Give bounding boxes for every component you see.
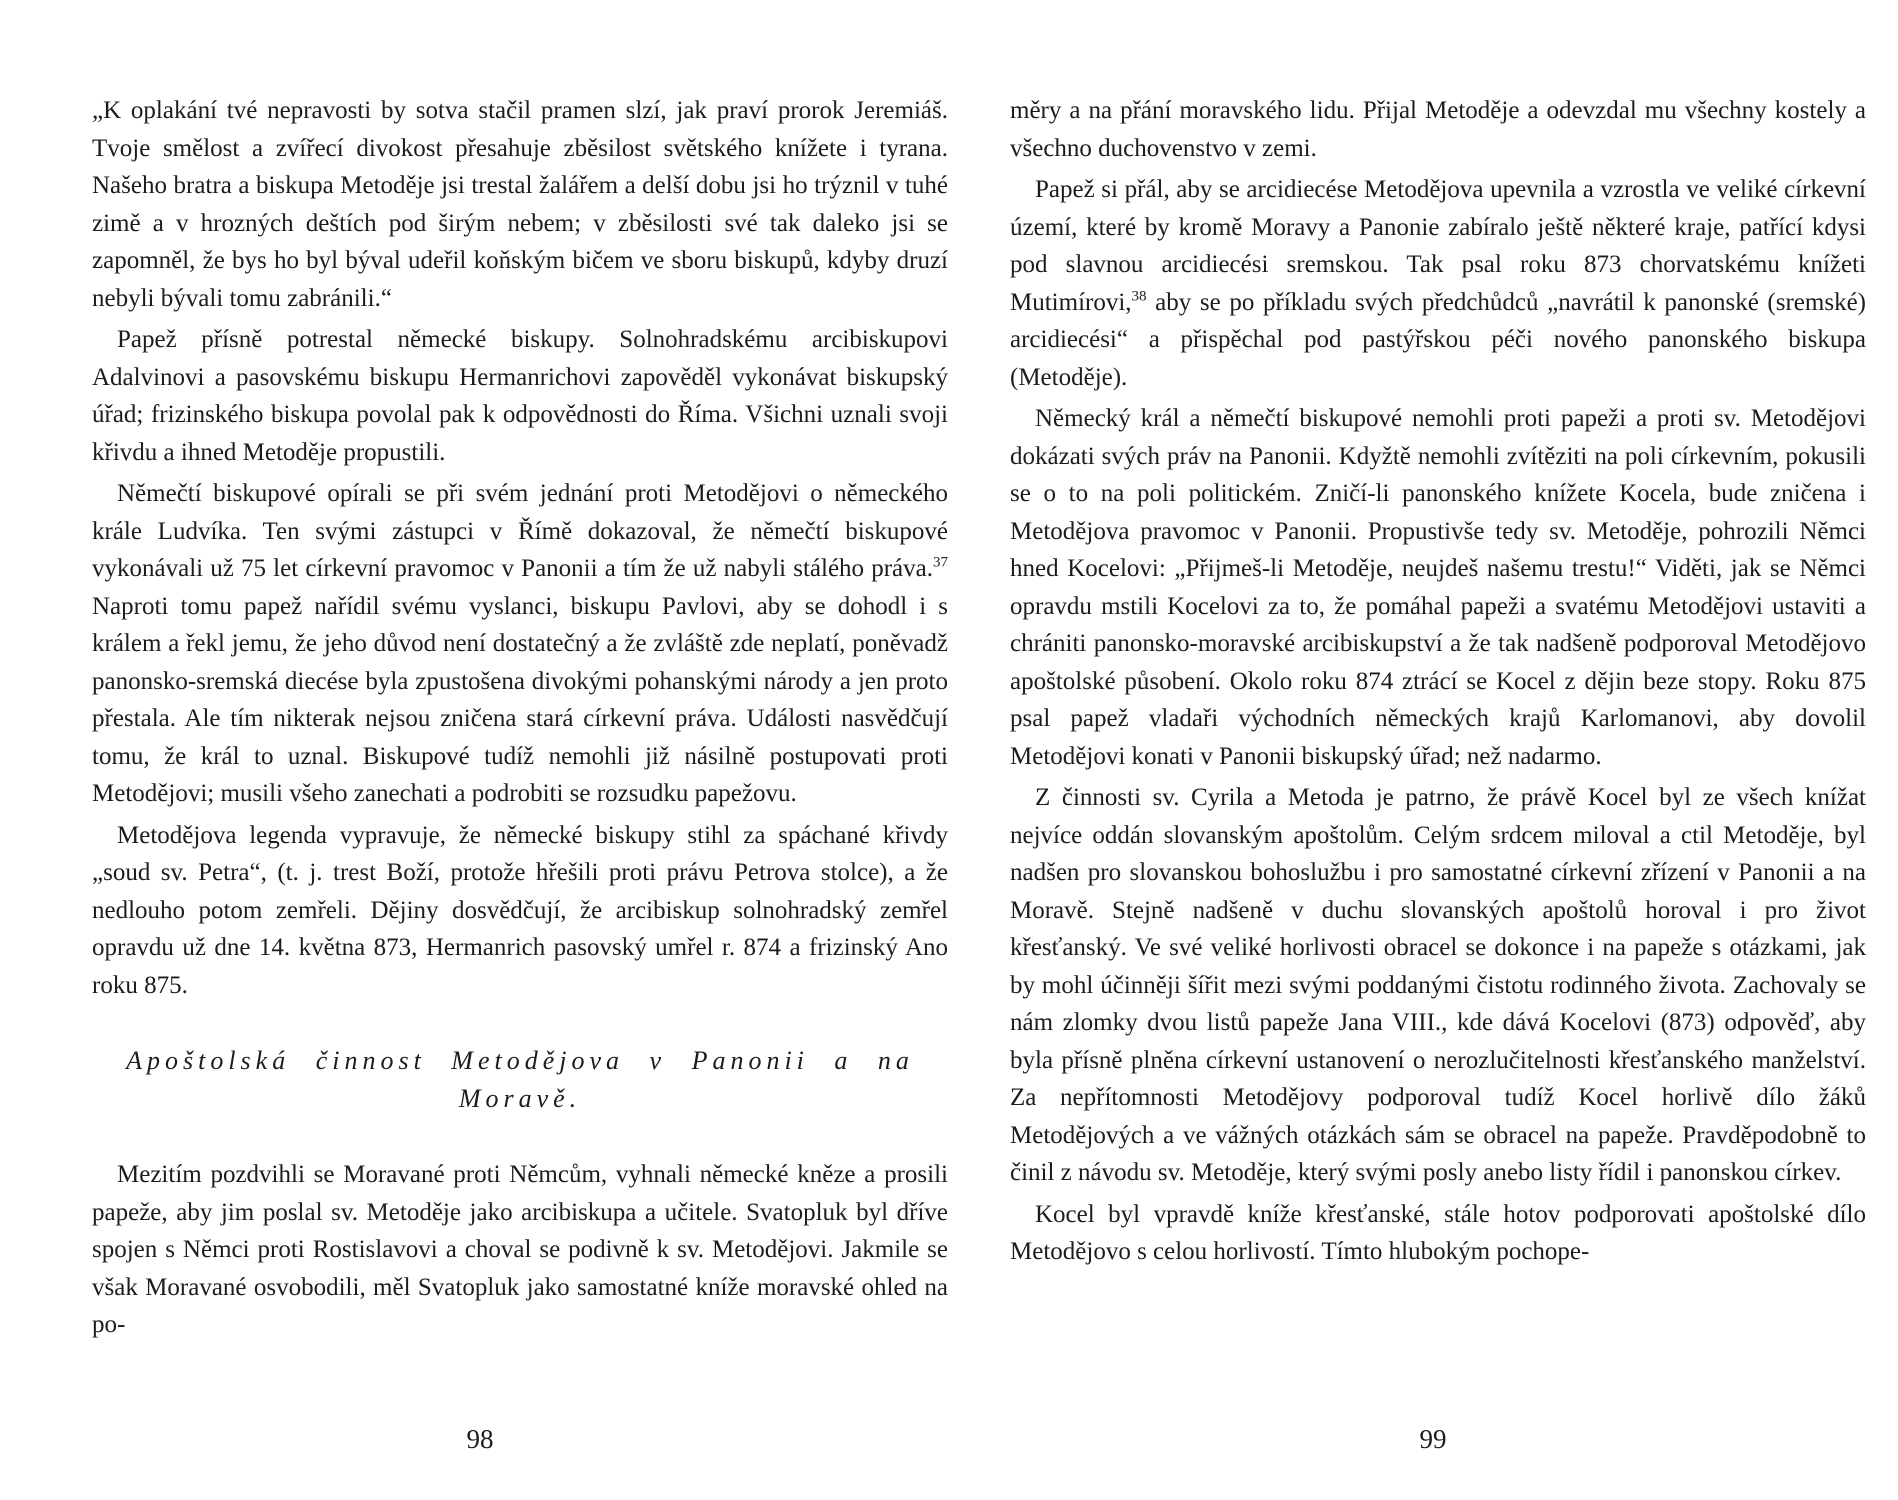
paragraph: Metodějova legenda vypravuje, že německé biskupy stihl za spáchané křivdy „soud sv. Petra“, (t. j. trest Boží, protože hřešili proti právu Petrova stolce), a že nedlouho potom zemřeli. Dějiny dosvědčují, že arcibiskup solnohradský zemřel opravdu už dne 14. května 873, Hermanrich pasovský umřel r. 874 a frizinský Ano roku 875. xyxy=(92,821,948,999)
paragraph xyxy=(1010,171,1866,396)
paragraph-text: Němečtí biskupové opírali se při svém jednání proti Metodějovi o německého krále Ludvíka. Ten svými zástupci v Římě dokazoval, že němečtí biskupové vykonávali už 75 let církevní pravomoc v Panonii a tím že už nabyli stálého práva. xyxy=(92,480,948,582)
footnote-ref: 38 xyxy=(1131,288,1147,305)
page-number: 98 xyxy=(466,1424,494,1454)
paragraph: měry a na přání moravského lidu. Přijal Metoděje a odevzdal mu všechny kostely a všechno duchovenstvo v zemi. xyxy=(1010,97,1866,162)
paragraph: Kocel byl vpravdě kníže křesťanské, stále hotov podporovati apoštolské dílo Metodějovo s celou horlivostí. Tímto hlubokým pochope- xyxy=(1010,1200,1866,1265)
paragraph-text: Naproti tomu papež nařídil svému vyslanci, biskupu Pavlovi, aby se dohodl i s králem a řekl jemu, že jeho důvod není dostatečný a že zvláště zde neplatí, poněvadž panonsko-sremská diecése byla zpustošena divokými pohanskými národy a jen proto přestala. Ale tím nikterak nejsou zničena stará církevní práva. Události nasvědčují tomu, že král to uznal. Biskupové tudíž nemohli již násilně postupovati proti Metodějovi; musili všeho zanechati a podrobiti se rozsudku papežovu. xyxy=(92,592,948,807)
paragraph: Německý král a němečtí biskupové nemohli proti papeži a proti sv. Metodějovi dokázati svých práv na Panonii. Kdyžtě nemohli zvítěziti na poli církevním, pokusili se o to na poli politickém. Zničí-li panonského knížete Kocela, bude zničena i Metodějova pravomoc v Panonii. Propustivše tedy sv. Metoděje, pohrozili Němci hned Kocelovi: „Přijmeš-li Metoděje, neujdeš našemu trestu!“ Viděti, jak se Němci opravdu mstili Kocelovi za to, že pomáhal papeži a svatému Metodějovi ustaviti a chrániti panonsko-moravské arcibiskupství a že tak nadšeně podporoval Metodějovo apoštolské působení. Okolo roku 874 ztrácí se Kocel z dějin beze stopy. Roku 875 psal papež vladaři východních německých krajů Karlomanovi, aby dovolil Metodějovi konati v Panonii biskupský úřad; než nadarmo. xyxy=(1010,405,1866,770)
paragraph: Papež přísně potrestal německé biskupy. Solnohradskému arcibiskupovi Adalvinovi a pasovskému biskupu Hermanrichovi zapověděl vykonávat biskupský úřad; frizinského biskupa povolal pak k odpovědnosti do Říma. Všichni uznali svoji křivdu a ihned Metoděje propustili. xyxy=(92,326,948,466)
paragraph xyxy=(92,475,948,813)
paragraph-text: Papež si přál, aby se arcidiecése Metodějova upevnila a vzrostla ve veliké církevní území, které by kromě Moravy a Panonie zabíralo ještě některé kraje, patřící kdysi pod slavnou arcidiecési sremskou. Tak psal roku 873 chorvatskému knížeti Mutimírovi, xyxy=(1010,176,1866,316)
paragraph-text: aby se po příkladu svých předchůdců „navrátil k panonské (sremské) arcidiecési“ a přispěchal pod pastýřskou péči nového panonského biskupa (Metoděje). xyxy=(1010,288,1866,391)
paragraph: „K oplakání tvé nepravosti by sotva stačil pramen slzí, jak praví prorok Jeremiáš. Tvoje smělost a zvířecí divokost přesahuje zběsilost světského knížete i tyrana. Našeho bratra a biskupa Metoděje jsi trestal žalářem a delší dobu jsi ho trýznil v tuhé zimě a v hrozných deštích pod širým nebem; v zběsilosti své tak daleko jsi se zapomněl, že bys ho byl býval udeřil koňským bičem ve sboru biskupů, kdyby druzí nebyli bývali tomu zabránili.“ xyxy=(92,97,948,312)
section-heading: Apoštolská činnost Metodějova v Panonii a na Moravě. xyxy=(126,1046,914,1113)
page-number: 99 xyxy=(1419,1424,1447,1454)
right-page xyxy=(1010,92,1866,1275)
paragraph: Z činnosti sv. Cyrila a Metoda je patrno, že právě Kocel byl ze všech knížat nejvíce oddán slovanským apoštolům. Celým srdcem miloval a ctil Metoděje, byl nadšen pro slovanskou bohoslužbu i pro samostatné církevní zřízení v Panonii a na Moravě. Stejně nadšeně v duchu slovanských apoštolů horoval i pro život křesťanský. Ve své veliké horlivosti obracel se dokonce i na papeže s otázkami, jak by mohl účinněji šířit mezi svými poddanými čistotu rodinného života. Zachovaly se nám zlomky dvou listů papeže Jana VIII., kde dává Kocelovi (873) odpověď, aby byla přísně plněna církevní ustanovení o nerozlučitelnosti křesťanského manželství. Za nepřítomnosti Metodějovy podporoval tudíž Kocel horlivě dílo žáků Metodějových a ve vážných otázkách sám se obracel na papeže. Pravděpodobně to činil z návodu sv. Metoděje, který svými posly anebo listy řídil i panonskou církev. xyxy=(1010,784,1866,1186)
paragraph: Mezitím pozdvihli se Moravané proti Němcům, vyhnali německé kněze a prosili papeže, aby jim poslal sv. Metoděje jako arcibiskupa a učitele. Svatopluk byl dříve spojen s Němci proti Rostislavovi a choval se podivně k sv. Metodějovi. Jakmile se však Moravané osvobodili, měl Svatopluk jako samostatné kníže moravské ohled na po- xyxy=(92,1161,948,1338)
footnote-ref: 37 xyxy=(933,554,948,571)
left-page xyxy=(92,92,948,1348)
